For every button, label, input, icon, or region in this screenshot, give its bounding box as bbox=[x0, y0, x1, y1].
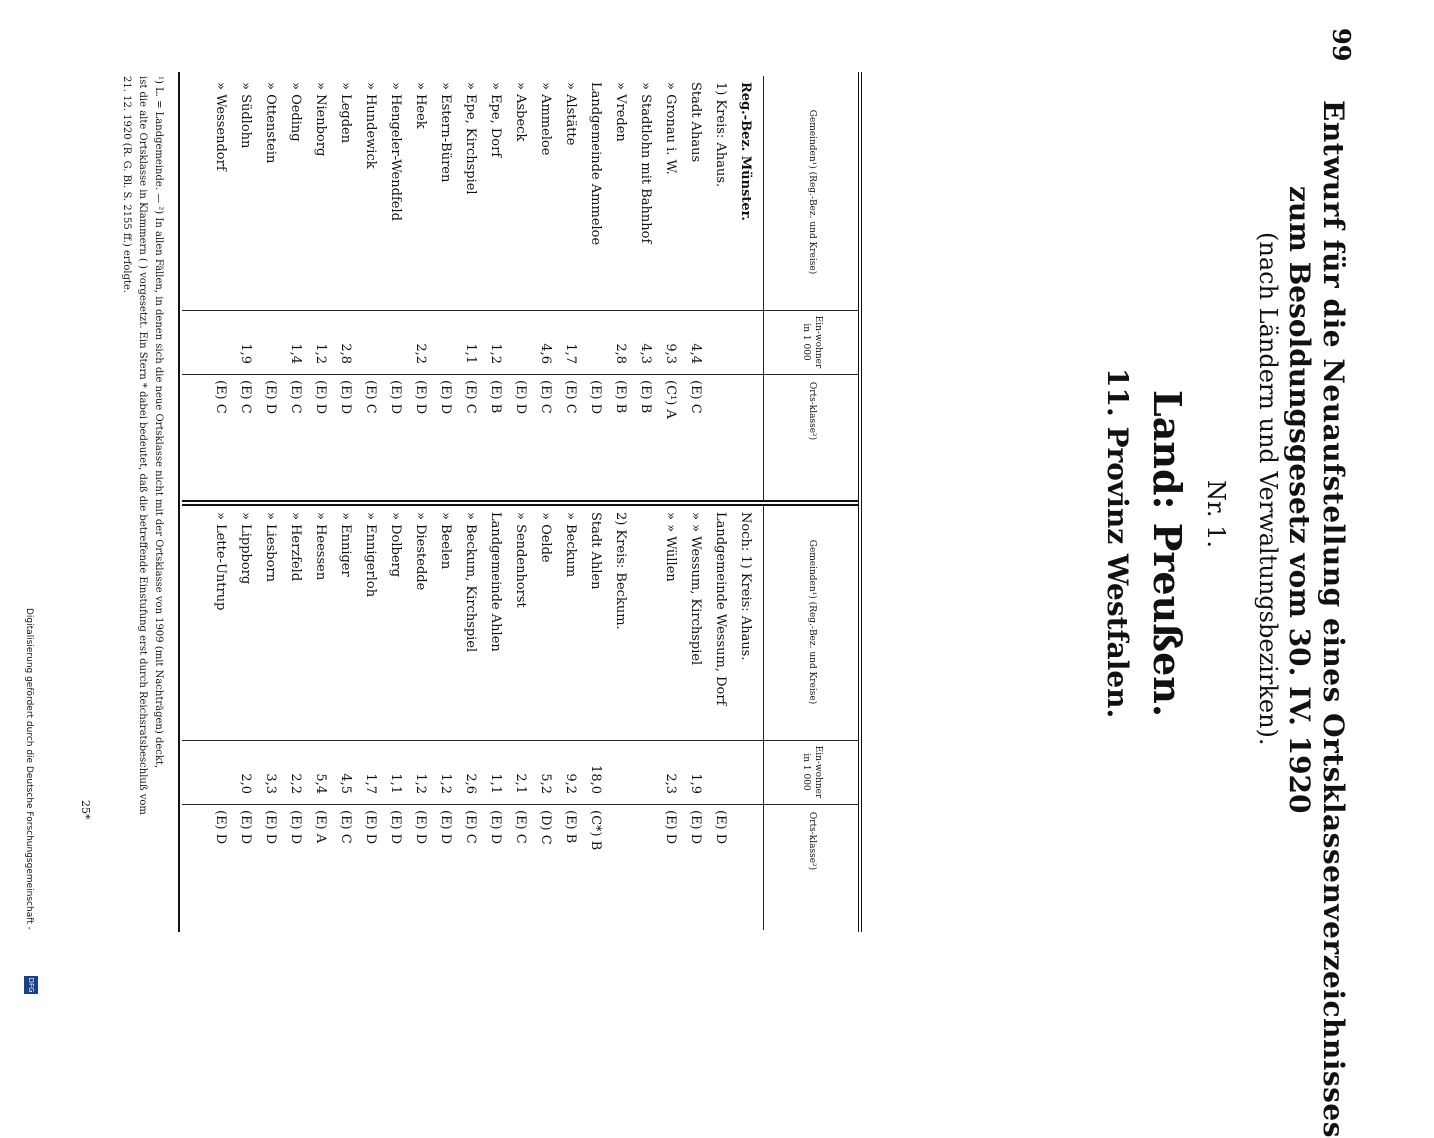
ortsklasse-value: (E) D bbox=[513, 380, 528, 415]
gemeinde-name: Reg.-Bez. Münster. bbox=[738, 82, 753, 221]
einwohner-value: 2,0 bbox=[238, 773, 253, 794]
table-row bbox=[533, 506, 558, 930]
table-row bbox=[408, 506, 433, 930]
gemeinde-name: » Wessendorf bbox=[213, 82, 228, 171]
ortsklasse-value: (C*) B bbox=[588, 810, 603, 851]
table-row bbox=[233, 76, 258, 500]
einwohner-value: 1,1 bbox=[388, 773, 403, 794]
gemeinde-name: » Oelde bbox=[538, 512, 553, 563]
gemeinde-name: » Liesborn bbox=[263, 512, 278, 582]
einwohner-value: 5,4 bbox=[313, 773, 328, 794]
table-row bbox=[608, 76, 633, 500]
ortsklasse-value: (E) C bbox=[238, 380, 253, 414]
gemeinde-name: » Beckum, Kirchspiel bbox=[463, 512, 478, 653]
gemeinde-name: » Ottenstein bbox=[263, 82, 278, 164]
einwohner-value: 2,6 bbox=[463, 773, 478, 794]
table-row bbox=[558, 76, 583, 500]
gemeinde-name: » Diestedde bbox=[413, 512, 428, 591]
table-row bbox=[708, 506, 733, 930]
table-row bbox=[308, 76, 333, 500]
ortsklasse-value: (E) D bbox=[238, 810, 253, 845]
gemeinde-name: 1) Kreis: Ahaus. bbox=[713, 82, 728, 188]
table-row bbox=[733, 506, 758, 930]
table-row bbox=[333, 506, 358, 930]
einwohner-value: 18,0 bbox=[588, 765, 603, 794]
table-row bbox=[433, 506, 458, 930]
ortsklasse-value: (C¹) A bbox=[663, 380, 678, 419]
ortsklasse-value: (E) C bbox=[338, 810, 353, 844]
header-ortsklasse: Orts-klasse²) bbox=[806, 381, 817, 441]
table-row bbox=[633, 76, 658, 500]
sheet-signature: 25* bbox=[79, 800, 92, 820]
gemeinde-name: » Beckum bbox=[563, 512, 578, 578]
gemeinde-name: » Südlohn bbox=[238, 82, 253, 149]
table-row bbox=[408, 76, 433, 500]
einwohner-value: 2,1 bbox=[513, 773, 528, 794]
ortsklasse-value: (E) D bbox=[263, 810, 278, 845]
header-gemeinden: Gemeinden¹) (Reg.-Bez. und Kreise) bbox=[806, 539, 817, 705]
gemeinde-name: » Gronau i. W. bbox=[663, 82, 678, 175]
gemeinde-name: » Alstätte bbox=[563, 82, 578, 146]
ortsklasse-value: (E) C bbox=[538, 380, 553, 414]
ortsklasse-value: (E) D bbox=[313, 380, 328, 415]
table-row bbox=[333, 76, 358, 500]
gemeinde-name: » Asbeck bbox=[513, 82, 528, 142]
gemeinde-name: » Enniger bbox=[338, 512, 353, 577]
table-row bbox=[633, 506, 658, 930]
gemeinde-name: » Sendenhorst bbox=[513, 512, 528, 608]
title-line-2: zum Besoldungsgesetz vom 30. IV. 1920 bbox=[1283, 186, 1316, 814]
ortsklasse-value: (E) D bbox=[388, 380, 403, 415]
ortsklasse-value: (E) D bbox=[338, 380, 353, 415]
table-row bbox=[458, 506, 483, 930]
gemeinde-name: Stadt Ahlen bbox=[588, 512, 603, 590]
ortsklasse-value: (E) D bbox=[713, 810, 728, 845]
table-row bbox=[308, 506, 333, 930]
einwohner-value: 2,2 bbox=[288, 773, 303, 794]
gemeinde-name: » Beelen bbox=[438, 512, 453, 570]
gemeinde-name: Stadt Ahaus bbox=[688, 82, 703, 163]
table-row bbox=[483, 506, 508, 930]
gemeinde-name: » Nienborg bbox=[313, 82, 328, 157]
ortsklasse-value: (E) D bbox=[263, 380, 278, 415]
table-top-rule bbox=[858, 72, 862, 932]
table-row bbox=[558, 506, 583, 930]
einwohner-value: 1,1 bbox=[488, 773, 503, 794]
gemeinde-name: » Epe, Kirchspiel bbox=[463, 82, 478, 195]
table-row bbox=[283, 506, 308, 930]
table-row bbox=[683, 76, 708, 500]
table-row bbox=[433, 76, 458, 500]
gemeinde-name: Landgemeinde Wessum, Dorf bbox=[713, 512, 728, 706]
ortsklasse-value: (E) D bbox=[288, 810, 303, 845]
ortsklasse-value: (E) B bbox=[488, 380, 503, 414]
gemeinde-name: » » Wessum, Kirchspiel bbox=[688, 512, 703, 666]
gemeinde-name: » Herzfeld bbox=[288, 512, 303, 582]
gemeinde-name: » Heessen bbox=[313, 512, 328, 581]
ortsklasse-value: (E) D bbox=[488, 810, 503, 845]
table-right-column bbox=[182, 506, 858, 930]
ortsklasse-value: (E) D bbox=[413, 380, 428, 415]
table-row bbox=[583, 76, 608, 500]
einwohner-value: 2,8 bbox=[338, 343, 353, 364]
table-row bbox=[533, 76, 558, 500]
ortsklasse-value: (E) B bbox=[638, 380, 653, 414]
gemeinde-name: » Vreden bbox=[613, 82, 628, 142]
title-line-1: Entwurf für die Neuaufstellung eines Ortsklassenverzeichnisses bbox=[1317, 100, 1350, 1138]
table-row bbox=[708, 76, 733, 500]
page-number: 99 bbox=[1327, 28, 1356, 62]
ortsklasse-value: (E) D bbox=[588, 380, 603, 415]
einwohner-value: 2,8 bbox=[613, 343, 628, 364]
gemeinde-name: » Dolberg bbox=[388, 512, 403, 578]
gemeinde-name: » Stadtlohn mit Bahnhof bbox=[638, 82, 653, 244]
table-left-column bbox=[182, 76, 858, 500]
ortsklasse-value: (E) D bbox=[688, 810, 703, 845]
gemeinde-name: » Heek bbox=[413, 82, 428, 129]
gemeinde-name: 2) Kreis: Beckum. bbox=[613, 512, 628, 630]
list-number: Nr. 1. bbox=[1202, 480, 1230, 548]
table-row bbox=[208, 506, 233, 930]
ortsklasse-value: (E) C bbox=[363, 380, 378, 414]
gemeinde-name: » Ammeloe bbox=[538, 82, 553, 156]
table-row bbox=[358, 506, 383, 930]
einwohner-value: 4,3 bbox=[638, 343, 653, 364]
table-row bbox=[733, 76, 758, 500]
gemeinde-name: » Ennigerloh bbox=[363, 512, 378, 598]
ortsklasse-value: (E) C bbox=[288, 380, 303, 414]
table-row bbox=[508, 506, 533, 930]
header-ortsklasse: Orts-klasse²) bbox=[806, 811, 817, 871]
table-row bbox=[483, 76, 508, 500]
table-row bbox=[383, 76, 408, 500]
einwohner-value: 4,6 bbox=[538, 343, 553, 364]
digitization-note: Digitalisierung gefördert durch die Deutsche Forschungsgemeinschaft - bbox=[24, 608, 34, 930]
einwohner-value: 1,2 bbox=[488, 343, 503, 364]
einwohner-value: 1,1 bbox=[463, 343, 478, 364]
gemeinde-name: » Hundewick bbox=[363, 82, 378, 169]
header-einwohner: Ein-wohner in 1 000 bbox=[801, 745, 823, 799]
header-divider bbox=[763, 76, 764, 500]
gemeinde-name: » Epe, Dorf bbox=[488, 82, 503, 158]
table-row bbox=[583, 506, 608, 930]
einwohner-value: 1,2 bbox=[438, 773, 453, 794]
table-row bbox=[258, 76, 283, 500]
gemeinde-name: Landgemeinde Ammeloe bbox=[588, 82, 603, 246]
einwohner-value: 4,4 bbox=[688, 343, 703, 364]
footnote-line: ¹) L. = Landgemeinde. — ²) In allen Fällen, in denen sich die neue Ortsklasse nicht mit der Ortsklasse von 1909 (mit Nachträgen) deckt, bbox=[153, 76, 164, 769]
table-bottom-rule bbox=[178, 72, 180, 932]
right-rows bbox=[208, 506, 758, 930]
gemeinde-name: » Lette-Untrup bbox=[213, 512, 228, 611]
ortsklasse-value: (E) C bbox=[688, 380, 703, 414]
einwohner-value: 1,2 bbox=[313, 343, 328, 364]
header-gemeinden: Gemeinden¹) (Reg.-Bez. und Kreise) bbox=[806, 109, 817, 275]
table-row bbox=[258, 506, 283, 930]
ortsklasse-value: (D) C bbox=[538, 810, 553, 845]
einwohner-value: 2,2 bbox=[413, 343, 428, 364]
einwohner-value: 3,3 bbox=[263, 773, 278, 794]
ortsklasse-value: (E) A bbox=[313, 810, 328, 844]
land-heading: Land: Preußen. bbox=[1145, 390, 1190, 718]
einwohner-value: 2,3 bbox=[663, 773, 678, 794]
gemeinde-name: » Hengeler-Wendfeld bbox=[388, 82, 403, 221]
einwohner-value: 1,7 bbox=[363, 773, 378, 794]
ortsklasse-value: (E) C bbox=[463, 810, 478, 844]
footnotes bbox=[118, 76, 166, 926]
province-heading: 11. Provinz Westfalen. bbox=[1101, 368, 1134, 719]
ortsklasse-value: (E) D bbox=[663, 810, 678, 845]
table-row bbox=[383, 506, 408, 930]
einwohner-value: 9,2 bbox=[563, 773, 578, 794]
table-row bbox=[283, 76, 308, 500]
table-row bbox=[233, 506, 258, 930]
header-einwohner: Ein-wohner in 1 000 bbox=[801, 315, 823, 369]
ortsklasse-value: (E) C bbox=[513, 810, 528, 844]
gemeinde-name: » Lippborg bbox=[238, 512, 253, 585]
ortsklasse-value: (E) C bbox=[563, 380, 578, 414]
ortsklasse-value: (E) D bbox=[388, 810, 403, 845]
gemeinde-name: » Oeding bbox=[288, 82, 303, 142]
table-row bbox=[658, 506, 683, 930]
gemeinde-name: Noch: 1) Kreis: Ahaus. bbox=[738, 512, 753, 661]
ortsklasse-value: (E) B bbox=[563, 810, 578, 844]
einwohner-value: 1,4 bbox=[288, 343, 303, 364]
ortsklasse-value: (E) C bbox=[213, 380, 228, 414]
einwohner-value: 1,9 bbox=[238, 343, 253, 364]
table-row bbox=[683, 506, 708, 930]
dfg-logo: DFG bbox=[24, 976, 38, 994]
ortsklasse-value: (E) D bbox=[438, 380, 453, 415]
ortsklasse-value: (E) D bbox=[413, 810, 428, 845]
einwohner-value: 1,7 bbox=[563, 343, 578, 364]
gemeinde-name: » Estern-Büren bbox=[438, 82, 453, 183]
left-rows bbox=[208, 76, 758, 500]
table-row bbox=[208, 76, 233, 500]
table-row bbox=[608, 506, 633, 930]
einwohner-value: 1,2 bbox=[413, 773, 428, 794]
header-divider bbox=[763, 506, 764, 930]
ortsklasse-value: (E) B bbox=[613, 380, 628, 414]
ortsklasse-value: (E) D bbox=[363, 810, 378, 845]
ortsklasse-value: (E) C bbox=[463, 380, 478, 414]
ortsklasse-value: (E) D bbox=[213, 810, 228, 845]
table-row bbox=[358, 76, 383, 500]
einwohner-value: 9,3 bbox=[663, 343, 678, 364]
gemeinde-name: Landgemeinde Ahlen bbox=[488, 512, 503, 652]
gemeinde-name: » » Wüllen bbox=[663, 512, 678, 582]
gemeinde-name: » Legden bbox=[338, 82, 353, 144]
footnote-line: 21. 12. 1920 (R. G. Bl. S. 2155 ff.) erfolgte. bbox=[121, 76, 132, 294]
einwohner-value: 4,5 bbox=[338, 773, 353, 794]
footnote-line: ist die alte Ortsklasse in Klammern ( ) vorgesetzt. Ein Stern * dabei bedeutet, daß die betreffende Einstufung erst durch Reichsratsbeschluß vom bbox=[137, 76, 148, 815]
table-row bbox=[458, 76, 483, 500]
table-row bbox=[658, 76, 683, 500]
einwohner-value: 1,9 bbox=[688, 773, 703, 794]
ortsklasse-value: (E) D bbox=[438, 810, 453, 845]
einwohner-value: 5,2 bbox=[538, 773, 553, 794]
table-row bbox=[508, 76, 533, 500]
title-line-3: (nach Ländern und Verwaltungsbezirken). bbox=[1254, 232, 1282, 746]
